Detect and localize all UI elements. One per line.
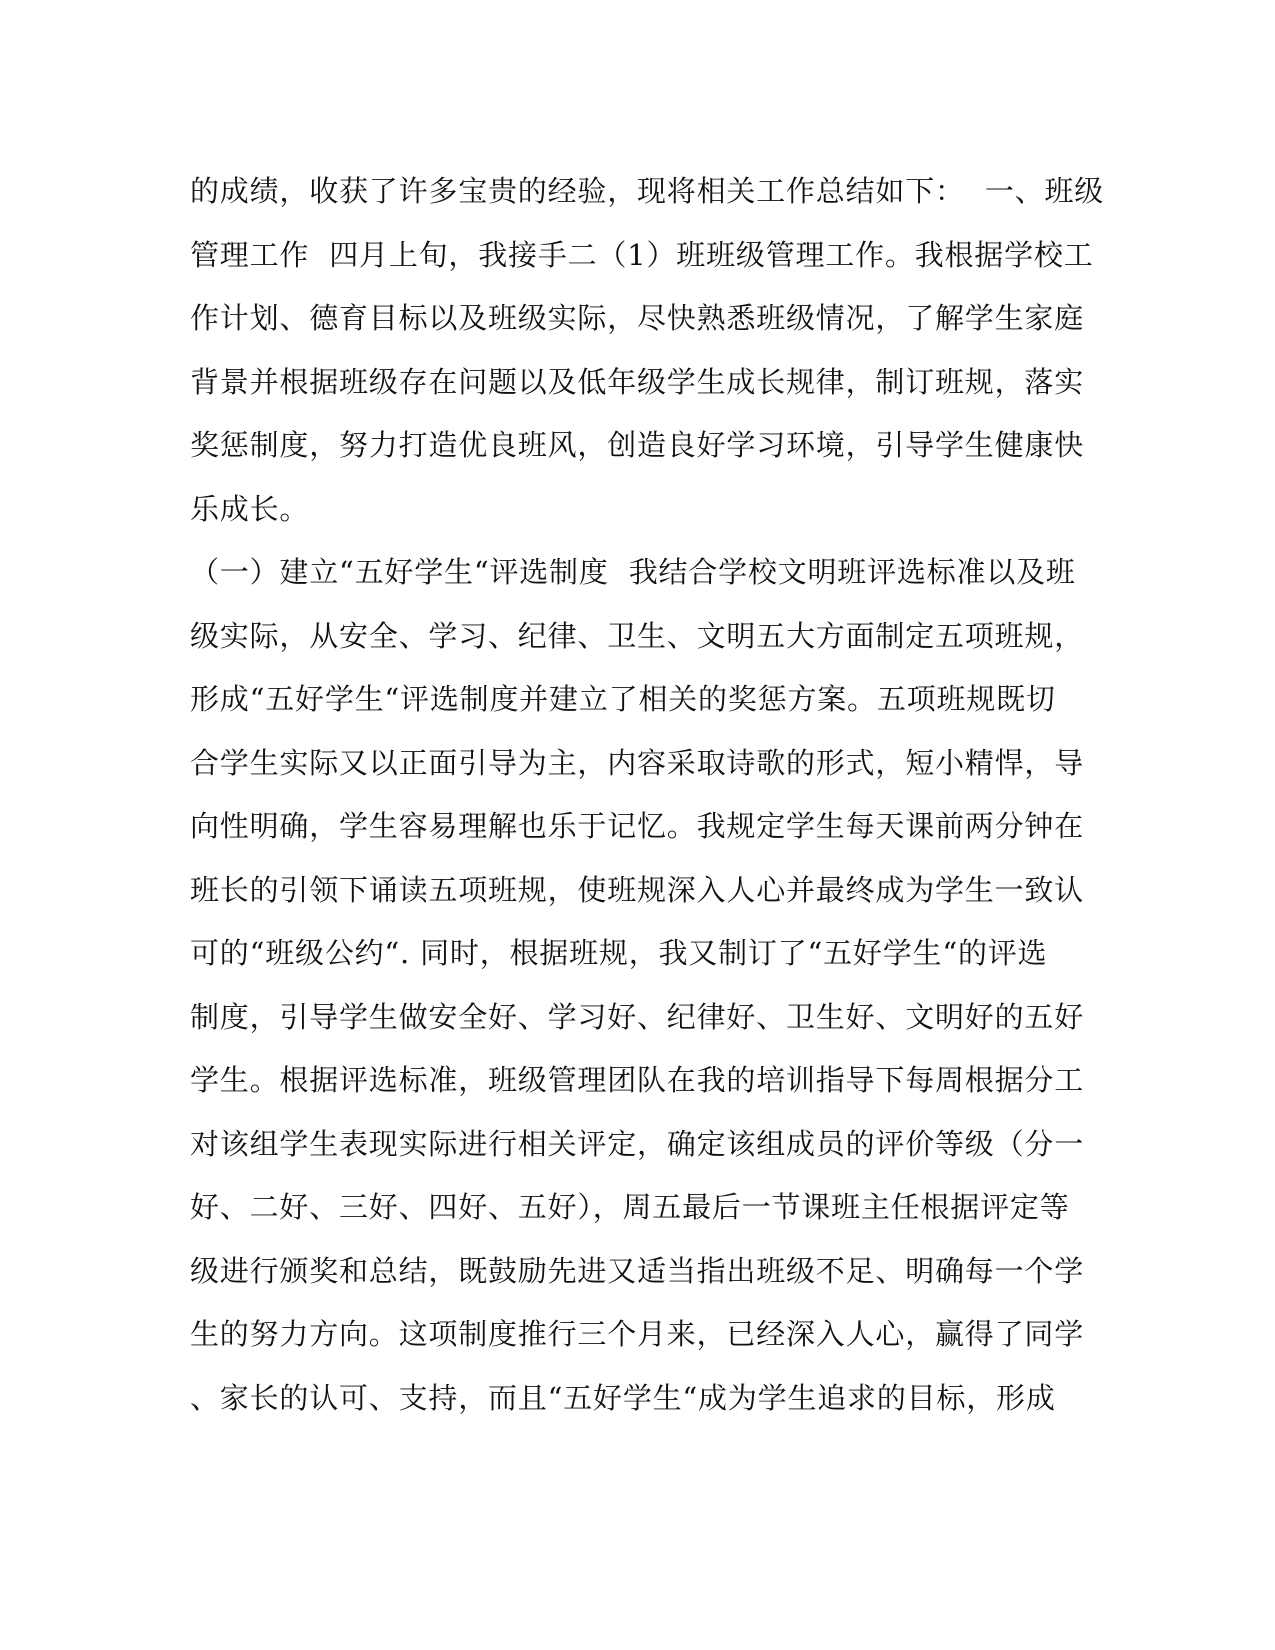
text-line: 作计划、德育目标以及班级实际，尽快熟悉班级情况，了解学生家庭 — [190, 301, 1085, 335]
text-line: 向性明确，学生容易理解也乐于记忆。我规定学生每天课前两分钟在 — [190, 809, 1085, 843]
text-line: 、家长的认可、支持，而且“五好学生“成为学生追求的目标，形成 — [190, 1380, 1056, 1415]
text-line: 班长的引领下诵读五项班规，使班规深入人心并最终成为学生一致认 — [190, 872, 1085, 907]
text-line: 级进行颁奖和总结，既鼓励先进又适当指出班级不足、明确每一个学 — [190, 1253, 1085, 1288]
text-line: 级实际，从安全、学习、纪律、卫生、文明五大方面制定五项班规， — [190, 618, 1085, 653]
text-line: 生的努力方向。这项制度推行三个月来，已经深入人心，赢得了同学 — [190, 1317, 1085, 1351]
text-line: 制度，引导学生做安全好、学习好、纪律好、卫生好、文明好的五好 — [190, 999, 1085, 1034]
text-line: 合学生实际又以正面引导为主，内容采取诗歌的形式，短小精悍，导 — [190, 745, 1085, 780]
text-line: 的成绩，收获了许多宝贵的经验，现将相关工作总结如下： 一、班级 — [190, 174, 1105, 208]
body-text — [190, 160, 1105, 1430]
text-line: 乐成长。 — [190, 491, 310, 526]
text-line: 奖惩制度，努力打造优良班风，创造良好学习环境，引导学生健康快 — [190, 428, 1085, 462]
text-line: （一）建立“五好学生“评选制度 我结合学校文明班评选标准以及班 — [190, 555, 1076, 589]
text-line: 学生。根据评选标准，班级管理团队在我的培训指导下每周根据分工 — [190, 1063, 1085, 1097]
text-line: 形成“五好学生“评选制度并建立了相关的奖惩方案。五项班规既切 — [190, 682, 1056, 716]
text-line: 可的“班级公约“. 同时，根据班规，我又制订了“五好学生“的评选 — [190, 936, 1048, 970]
text-line: 对该组学生表现实际进行相关评定，确定该组成员的评价等级（分一 — [190, 1126, 1085, 1161]
text-line: 好、二好、三好、四好、五好），周五最后一节课班主任根据评定等 — [190, 1190, 1070, 1224]
text-line: 背景并根据班级存在问题以及低年级学生成长规律，制订班规，落实 — [190, 364, 1085, 399]
text-line: 管理工作 四月上旬，我接手二（1）班班级管理工作。我根据学校工 — [190, 237, 1094, 272]
